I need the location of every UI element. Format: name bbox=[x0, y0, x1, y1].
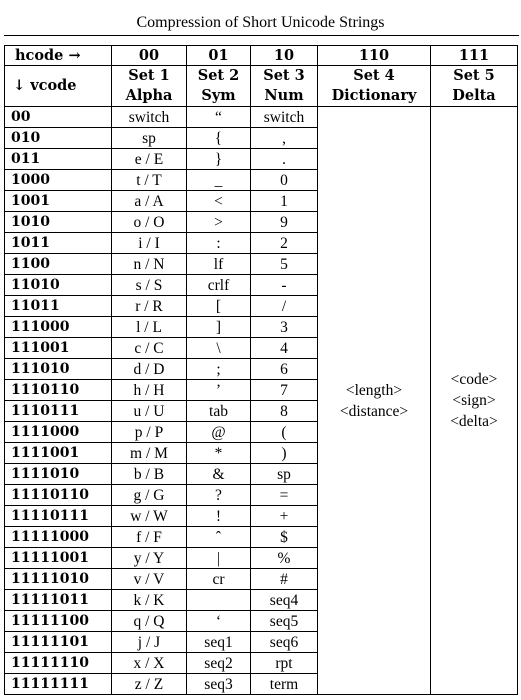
alpha-cell: o / O bbox=[112, 212, 187, 233]
alpha-cell: v / V bbox=[112, 569, 187, 590]
alpha-cell: e / E bbox=[112, 149, 187, 170]
num-cell: 9 bbox=[251, 212, 318, 233]
vcode-cell: 1010 bbox=[5, 212, 112, 233]
set-4-header bbox=[318, 66, 431, 107]
set-3-kind: Num bbox=[264, 87, 304, 104]
sym-cell: “ bbox=[187, 107, 251, 128]
vcode-cell: 11111001 bbox=[5, 548, 112, 569]
vcode-cell: 11111110 bbox=[5, 653, 112, 674]
sym-cell: [ bbox=[187, 296, 251, 317]
sym-cell: ; bbox=[187, 359, 251, 380]
sym-cell: ! bbox=[187, 506, 251, 527]
sym-cell: seq1 bbox=[187, 632, 251, 653]
alpha-cell: k / K bbox=[112, 590, 187, 611]
num-cell: 0 bbox=[251, 170, 318, 191]
sym-cell: } bbox=[187, 149, 251, 170]
sym-cell: & bbox=[187, 464, 251, 485]
sym-cell: cr bbox=[187, 569, 251, 590]
delta-field: <delta> bbox=[450, 413, 498, 430]
alpha-cell: r / R bbox=[112, 296, 187, 317]
sym-cell: ‘ bbox=[187, 611, 251, 632]
num-cell: 1 bbox=[251, 191, 318, 212]
caption-rule bbox=[4, 35, 519, 36]
vcode-cell: 11111100 bbox=[5, 611, 112, 632]
vcode-cell: 11111010 bbox=[5, 569, 112, 590]
num-cell: 5 bbox=[251, 254, 318, 275]
vcode-cell: 1111001 bbox=[5, 443, 112, 464]
alpha-cell: s / S bbox=[112, 275, 187, 296]
hcode-01: 01 bbox=[187, 46, 251, 66]
num-cell: $ bbox=[251, 527, 318, 548]
alpha-cell: c / C bbox=[112, 338, 187, 359]
sym-cell: : bbox=[187, 233, 251, 254]
dictionary-field: <length> bbox=[345, 381, 403, 399]
hcode-111: 111 bbox=[431, 46, 518, 66]
sym-cell: | bbox=[187, 548, 251, 569]
vcode-cell: 111010 bbox=[5, 359, 112, 380]
alpha-cell: b / B bbox=[112, 464, 187, 485]
num-cell: # bbox=[251, 569, 318, 590]
code-table bbox=[4, 45, 518, 695]
num-cell: 4 bbox=[251, 338, 318, 359]
sym-cell: ] bbox=[187, 317, 251, 338]
alpha-cell: g / G bbox=[112, 485, 187, 506]
num-cell: + bbox=[251, 506, 318, 527]
alpha-cell: w / W bbox=[112, 506, 187, 527]
hcode-00: 00 bbox=[112, 46, 187, 66]
vcode-cell: 11111011 bbox=[5, 590, 112, 611]
set-4-name: Set 4 bbox=[353, 67, 395, 84]
sym-cell: ? bbox=[187, 485, 251, 506]
vcode-cell: 1001 bbox=[5, 191, 112, 212]
delta-field: <sign> bbox=[452, 392, 496, 409]
set-3-name: Set 3 bbox=[263, 67, 305, 84]
num-cell: ) bbox=[251, 443, 318, 464]
vcode-cell: 11111111 bbox=[5, 674, 112, 695]
vcode-cell: 111000 bbox=[5, 317, 112, 338]
num-cell: switch bbox=[251, 107, 318, 128]
set-5-header bbox=[431, 66, 518, 107]
vcode-cell: 1110110 bbox=[5, 380, 112, 401]
sym-cell: > bbox=[187, 212, 251, 233]
sym-cell: tab bbox=[187, 401, 251, 422]
num-cell: sp bbox=[251, 464, 318, 485]
sym-cell: ’ bbox=[187, 380, 251, 401]
vcode-cell: 11010 bbox=[5, 275, 112, 296]
dictionary-cell bbox=[318, 107, 431, 695]
table-body bbox=[5, 107, 518, 695]
set-2-kind: Sym bbox=[201, 87, 236, 104]
alpha-cell: h / H bbox=[112, 380, 187, 401]
alpha-cell: u / U bbox=[112, 401, 187, 422]
alpha-cell: i / I bbox=[112, 233, 187, 254]
alpha-cell: p / P bbox=[112, 422, 187, 443]
vcode-cell: 11110110 bbox=[5, 485, 112, 506]
vcode-cell: 1100 bbox=[5, 254, 112, 275]
alpha-cell: a / A bbox=[112, 191, 187, 212]
alpha-cell: x / X bbox=[112, 653, 187, 674]
sym-cell: @ bbox=[187, 422, 251, 443]
sym-cell: < bbox=[187, 191, 251, 212]
num-cell: % bbox=[251, 548, 318, 569]
num-cell: / bbox=[251, 296, 318, 317]
alpha-cell: l / L bbox=[112, 317, 187, 338]
num-cell: 2 bbox=[251, 233, 318, 254]
vcode-cell: 00 bbox=[5, 107, 112, 128]
num-cell: = bbox=[251, 485, 318, 506]
set-5-kind: Delta bbox=[452, 87, 496, 104]
alpha-cell: y / Y bbox=[112, 548, 187, 569]
vcode-cell: 1111000 bbox=[5, 422, 112, 443]
sym-cell: lf bbox=[187, 254, 251, 275]
num-cell: seq5 bbox=[251, 611, 318, 632]
sym-cell: ˆ bbox=[187, 527, 251, 548]
sym-cell: \ bbox=[187, 338, 251, 359]
alpha-cell: q / Q bbox=[112, 611, 187, 632]
vcode-cell: 11111000 bbox=[5, 527, 112, 548]
sym-cell: seq2 bbox=[187, 653, 251, 674]
alpha-cell: switch bbox=[112, 107, 187, 128]
table-row bbox=[5, 107, 518, 128]
alpha-cell: f / F bbox=[112, 527, 187, 548]
num-cell: 7 bbox=[251, 380, 318, 401]
vcode-cell: 11111101 bbox=[5, 632, 112, 653]
vcode-cell: 1111010 bbox=[5, 464, 112, 485]
set-1-header bbox=[112, 66, 187, 107]
delta-cell bbox=[431, 107, 518, 695]
alpha-cell: n / N bbox=[112, 254, 187, 275]
table-caption: Compression of Short Unicode Strings bbox=[136, 14, 385, 31]
alpha-cell: sp bbox=[112, 128, 187, 149]
num-cell: . bbox=[251, 149, 318, 170]
num-cell: , bbox=[251, 128, 318, 149]
set-4-kind: Dictionary bbox=[331, 87, 417, 104]
set-2-name: Set 2 bbox=[197, 67, 240, 84]
vcode-cell: 111001 bbox=[5, 338, 112, 359]
sym-cell bbox=[187, 590, 251, 611]
set-5-name: Set 5 bbox=[453, 67, 495, 84]
num-cell: seq6 bbox=[251, 632, 318, 653]
num-cell: 8 bbox=[251, 401, 318, 422]
alpha-cell: j / J bbox=[112, 632, 187, 653]
vcode-cell: 11011 bbox=[5, 296, 112, 317]
sym-cell: * bbox=[187, 443, 251, 464]
sym-cell: crlf bbox=[187, 275, 251, 296]
delta-field: <code> bbox=[450, 371, 498, 388]
vcode-cell: 1000 bbox=[5, 170, 112, 191]
vcode-label: ↓ vcode bbox=[5, 66, 112, 107]
vcode-cell: 11110111 bbox=[5, 506, 112, 527]
hcode-10: 10 bbox=[251, 46, 318, 66]
vcode-cell: 010 bbox=[5, 128, 112, 149]
hcode-label: hcode → bbox=[5, 46, 112, 66]
num-cell: 6 bbox=[251, 359, 318, 380]
alpha-cell: t / T bbox=[112, 170, 187, 191]
sym-cell: seq3 bbox=[187, 674, 251, 695]
set-1-kind: Alpha bbox=[125, 87, 173, 104]
num-cell: - bbox=[251, 275, 318, 296]
alpha-cell: z / Z bbox=[112, 674, 187, 695]
set-header-row bbox=[5, 66, 518, 107]
vcode-cell: 1110111 bbox=[5, 401, 112, 422]
dictionary-field: <distance> bbox=[339, 402, 409, 420]
hcode-110: 110 bbox=[318, 46, 431, 66]
sym-cell: _ bbox=[187, 170, 251, 191]
num-cell: term bbox=[251, 674, 318, 695]
hcode-header-row bbox=[5, 46, 518, 66]
num-cell: 3 bbox=[251, 317, 318, 338]
set-2-header bbox=[187, 66, 251, 107]
set-3-header bbox=[251, 66, 318, 107]
alpha-cell: d / D bbox=[112, 359, 187, 380]
sym-cell: { bbox=[187, 128, 251, 149]
num-cell: seq4 bbox=[251, 590, 318, 611]
set-1-name: Set 1 bbox=[128, 67, 170, 84]
num-cell: rpt bbox=[251, 653, 318, 674]
num-cell: ( bbox=[251, 422, 318, 443]
vcode-cell: 1011 bbox=[5, 233, 112, 254]
vcode-cell: 011 bbox=[5, 149, 112, 170]
alpha-cell: m / M bbox=[112, 443, 187, 464]
